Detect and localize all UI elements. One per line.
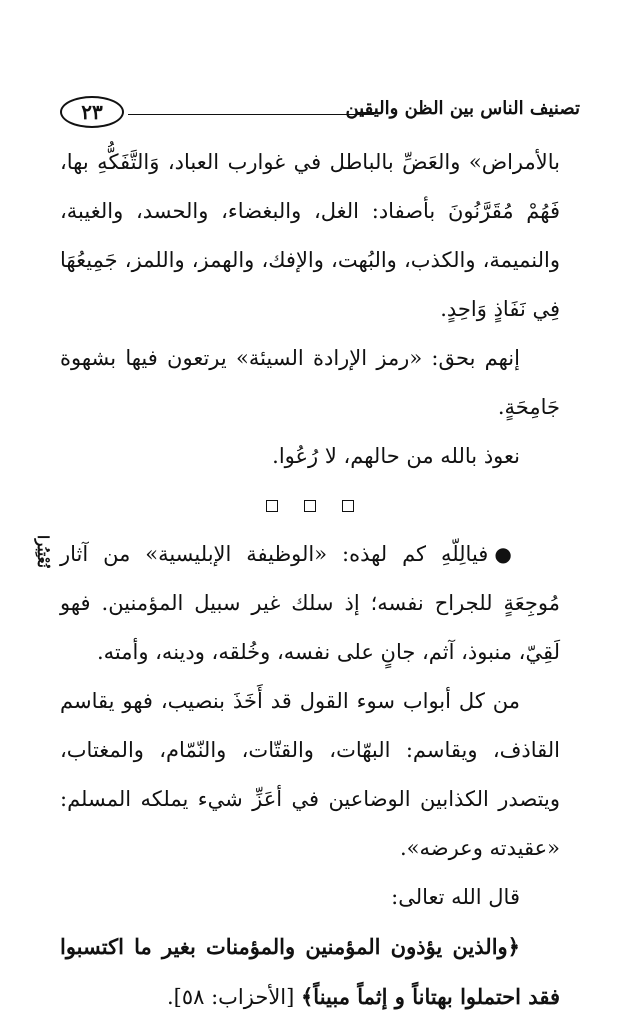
margin-note: نُعْتِبُرا [34, 535, 52, 568]
section-separator [60, 481, 560, 530]
header-rule [128, 114, 374, 115]
page-number [60, 96, 124, 128]
paragraph-4 [60, 530, 560, 677]
quran-verse-paragraph [60, 922, 560, 1022]
paragraph-4-text: فيالِلّهِ كم لهذه: «الوظيفة الإبليسية» من آثار مُوجِعَةٍ للجراح نفسه؛ إذ سلك غير سبيل المؤمنين. فهو لَقِيّ، منبوذ، آثم، جانٍ على نفسه، وخُلقه، ودينه، وأمته. [60, 542, 560, 664]
paragraph-2: إنهم بحق: «رمز الإرادة السيئة» يرتعون فيها بشهوة جَامِحَةٍ. [60, 346, 560, 419]
square-icon [342, 500, 354, 512]
verse-reference: [الأحزاب: ٥٨]. [166, 985, 301, 1009]
page-number-text: ٢٣ [81, 100, 103, 124]
body-text [60, 138, 560, 1022]
quran-verse: ﴿والذين يؤذون المؤمنين والمؤمنات بغير ما اكتسبوا فقد احتملوا بهتاناً و إثماً مبيناً﴾ [60, 934, 560, 1009]
running-title: تصنيف الناس بين الظن واليقين [345, 98, 580, 119]
paragraph-5: من كل أبواب سوء القول قد أَخَذَ بنصيب، فهو يقاسم القاذف، ويقاسم: البهّات، والقتّات، والنّمّام، والمغتاب، ويتصدر الكذابين الوضاعين في أعَزِّ شيء يملكه المسلم: «عقيدته وعرضه». [60, 689, 560, 860]
square-icon [266, 500, 278, 512]
paragraph-1: بالأمراض» والعَضِّ بالباطل في غوارب العباد، وَالتَّفَكُّهِ بها، فَهُمْ مُقَرَّنُونَ بأصفاد: الغل، والبغضاء، والحسد، والغيبة، والنميمة، والكذب، والبُهت، والإفك، والهمز، واللمز، جَمِيعُهَا فِي نَفَاذٍ وَاحِدٍ. [60, 150, 560, 321]
paragraph-6: قال الله تعالى: [391, 885, 520, 909]
page-header [60, 90, 580, 134]
paragraph-3: نعوذ بالله من حالهم، لا رُعُوا. [272, 444, 520, 468]
bullet-icon: ● [494, 542, 520, 566]
square-icon [304, 500, 316, 512]
